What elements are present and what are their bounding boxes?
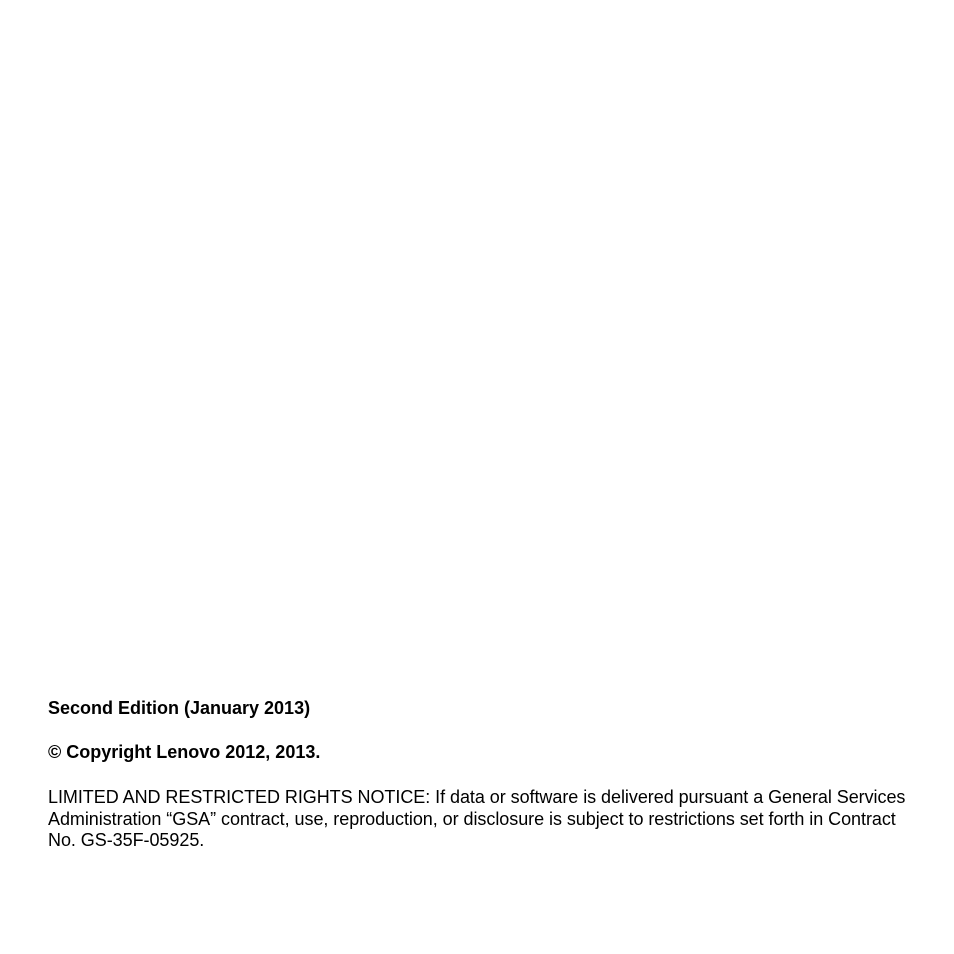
edition-notice-block bbox=[48, 697, 928, 852]
edition-statement: Second Edition (January 2013) bbox=[48, 698, 311, 718]
copyright-statement: © Copyright Lenovo 2012, 2013. bbox=[48, 742, 321, 762]
restricted-rights-notice: LIMITED AND RESTRICTED RIGHTS NOTICE: If data or software is delivered pursuant a General Services Administration “GSA” contract, use, reproduction, or disclosure is subject to restrictions set forth in Contract No. GS-35F-05925. bbox=[48, 787, 906, 850]
